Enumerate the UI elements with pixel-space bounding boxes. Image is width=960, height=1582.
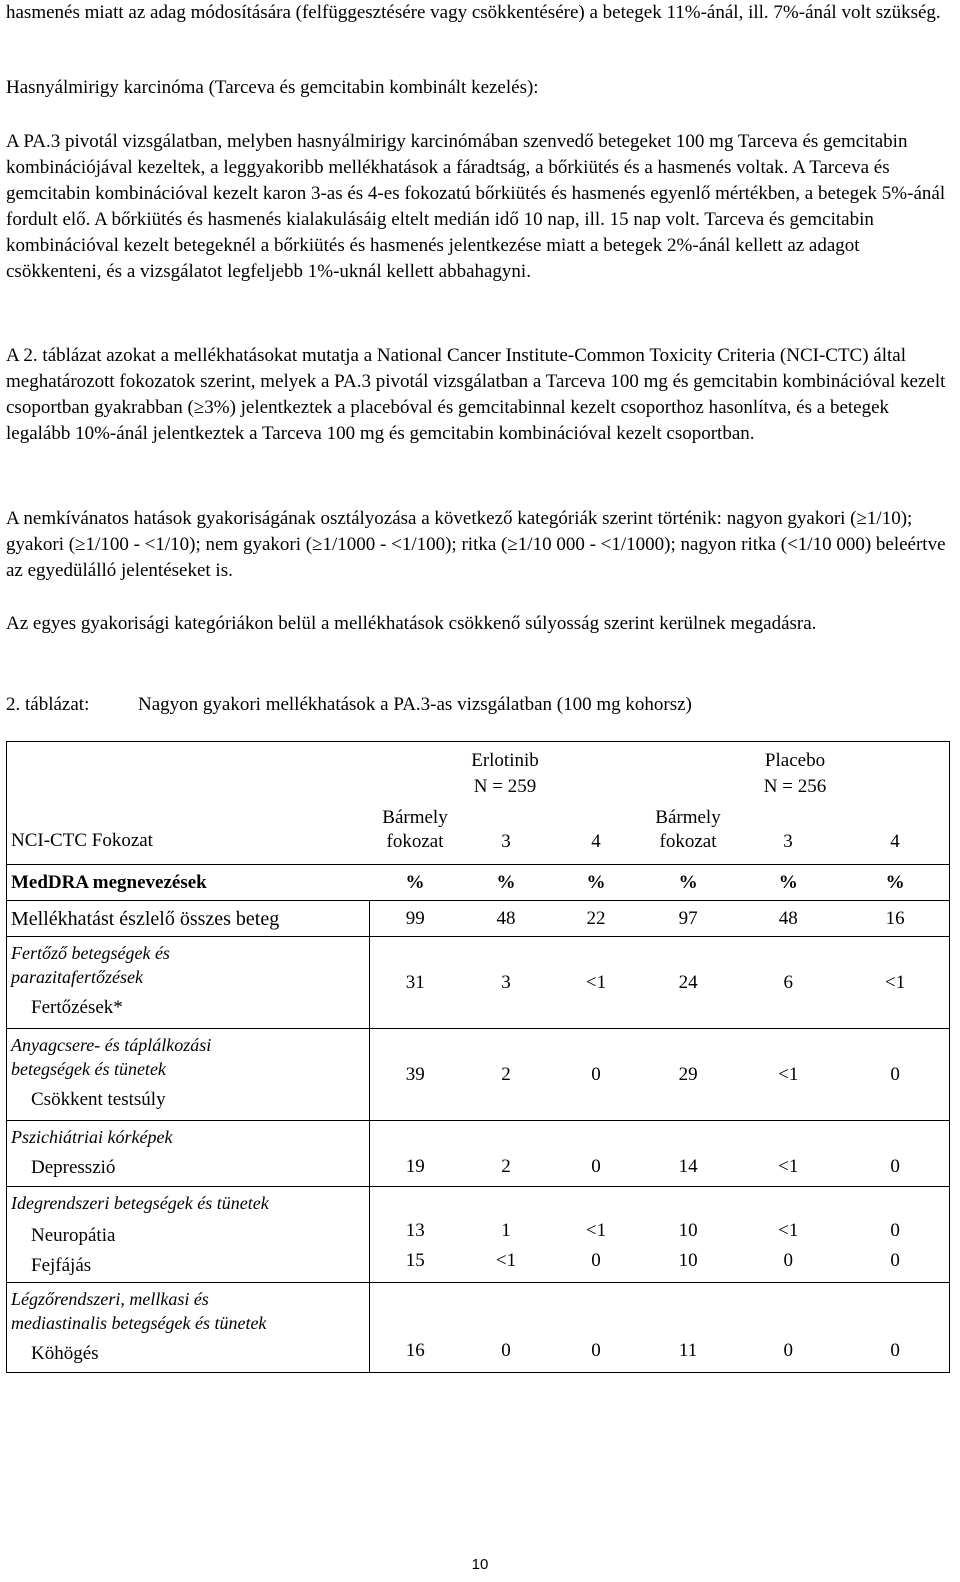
soc-cell	[7, 1121, 370, 1187]
paragraph-continuation: hasmenés miatt az adag módosítására (felfüggesztésére vagy csökkentésére) a betegek 11%-ánál, ill. 7%-ánál volt szükség.	[6, 2, 941, 23]
term-name: Depresszió	[31, 1157, 116, 1178]
value-cell: <1	[735, 1029, 841, 1121]
paragraph-table2-intro: A 2. táblázat azokat a mellékhatásokat mutatja a National Cancer Institute-Common Toxicity Criteria (NCI-CTC) által meghatározott fokozatok szerint, melyek a PA.3 pivotál vizsgálatban a Tarceva 100 mg és gemcitabin kombinációval kezelt csoportban gyakrabban (≥3%) jelentkeztek a placebóval és gemcitabinnal kezelt csoporthoz hasonlítva, és a betegek legalább 10%-ánál jelentkeztek a Tarceva 100 mg és gemcitabin kombinációval kezelt csoportban.	[6, 345, 946, 444]
value-cell: 24	[641, 937, 735, 1029]
value-cell: 48	[735, 901, 841, 937]
table-caption-title: Nagyon gyakori mellékhatások a PA.3-as vizsgálatban (100 mg kohorsz)	[138, 694, 692, 715]
term-name: Fejfájás	[31, 1255, 92, 1276]
value-cell: 14	[641, 1121, 735, 1187]
placebo-grade-3: 3	[783, 831, 793, 852]
paragraph-frequency: A nemkívánatos hatások gyakoriságának osztályozása a következő kategóriák szerint történik: nagyon gyakori (≥1/10); gyakori (≥1/100 - <1/10); nem gyakori (≥1/1000 - <1/100); ritka (≥1/10 000 - <1/1000); nagyon ritka (<1/10 000) beleértve az egyedülálló jelentéseket is.	[6, 508, 946, 581]
table-caption	[6, 692, 950, 718]
soc-cell	[7, 1187, 370, 1283]
value-cell: <1	[551, 937, 641, 1029]
pct-header: %	[369, 865, 461, 901]
page-number: 10	[471, 1556, 489, 1573]
value-cell: 0	[551, 1029, 641, 1121]
section-heading: Hasnyálmirigy karcinóma (Tarceva és gemcitabin kombinált kezelés):	[6, 77, 539, 98]
paragraph-pa3: A PA.3 pivotál vizsgálatban, melyben hasnyálmirigy karcinómában szenvedő betegeket 100 mg Tarceva és gemcitabin kombinációjával kezeltek, a leggyakoribb mellékhatások a fáradtság, a bőrkiütés és a hasmenés voltak. A Tarceva és gemcitabin kombinációval kezelt karon 3-as és 4-es fokozatú bőrkiütés és hasmenés egyenlő mértékben, a betegek 5%-ánál fordult elő. A bőrkiütés és hasmenés kialakulásáig eltelt medián idő 10 nap, ill. 15 nap volt. Tarceva és gemcitabin kombinációval kezelt betegeknél a bőrkiütés és hasmenés jelentkezése miatt a betegek 2%-ánál kellett az adagot csökkenteni, és a vizsgálatot legfeljebb 1%-uknál kellett abbahagyni.	[6, 131, 946, 282]
value-cell: 10 10	[641, 1187, 735, 1283]
value-cell: 0	[461, 1283, 551, 1373]
soc-cell	[7, 1283, 370, 1373]
value-cell: <1	[735, 1121, 841, 1187]
value-cell: 1 <1	[461, 1187, 551, 1283]
value-cell: 48	[461, 901, 551, 937]
value-cell: 2	[461, 1121, 551, 1187]
table-row	[7, 1029, 950, 1121]
soc-name: Anyagcsere- és táplálkozási	[11, 1035, 212, 1055]
erlotinib-grade-4: 4	[591, 831, 601, 852]
placebo-grade-4: 4	[890, 831, 900, 852]
value-cell: 0	[841, 1029, 949, 1121]
value-cell: 97	[641, 901, 735, 937]
soc-name: Idegrendszeri betegségek és tünetek	[11, 1193, 269, 1213]
value-cell: 16	[369, 1283, 461, 1373]
placebo-name: Placebo	[764, 750, 826, 771]
value-cell: 0	[551, 1121, 641, 1187]
all-patients-label: Mellékhatást észlelő összes beteg	[7, 901, 370, 937]
table-row	[7, 1121, 950, 1187]
value-cell: 6	[735, 937, 841, 1029]
value-cell: 0	[551, 1283, 641, 1373]
erlotinib-any-grade-1: Bármely	[382, 807, 448, 828]
table-row	[7, 1283, 950, 1373]
pct-header: %	[735, 865, 841, 901]
erlotinib-grade-3: 3	[501, 831, 511, 852]
soc-name: Légzőrendszeri, mellkasi és	[11, 1289, 209, 1309]
value-cell: 3	[461, 937, 551, 1029]
pct-header: %	[551, 865, 641, 901]
value-cell: 0 0	[841, 1187, 949, 1283]
term-name: Neuropátia	[31, 1225, 116, 1246]
soc-name: mediastinalis betegségek és tünetek	[11, 1313, 267, 1333]
value-cell: 0	[841, 1121, 949, 1187]
term-name: Fertőzések*	[31, 997, 123, 1018]
erlotinib-n: N = 259	[473, 776, 537, 797]
placebo-any-grade-1: Bármely	[655, 807, 721, 828]
value-cell: 13 15	[369, 1187, 461, 1283]
all-patients-row	[7, 901, 950, 937]
term-name: Köhögés	[31, 1343, 99, 1364]
pct-header: %	[641, 865, 735, 901]
table-row	[7, 937, 950, 1029]
value-cell: 0	[735, 1283, 841, 1373]
table-row	[7, 1187, 950, 1283]
value-cell: 31	[369, 937, 461, 1029]
soc-name: betegségek és tünetek	[11, 1059, 166, 1079]
table-caption-number: 2. táblázat:	[6, 694, 90, 715]
paragraph-order: Az egyes gyakorisági kategóriákon belül a mellékhatások csökkenő súlyosság szerint kerülnek megadásra.	[6, 613, 817, 634]
value-cell: 2	[461, 1029, 551, 1121]
value-cell: <1	[841, 937, 949, 1029]
value-cell: <1 0	[551, 1187, 641, 1283]
erlotinib-name: Erlotinib	[471, 750, 539, 771]
grade-label: NCI-CTC Fokozat	[11, 830, 153, 851]
value-cell: 22	[551, 901, 641, 937]
soc-cell	[7, 1029, 370, 1121]
erlotinib-any-grade-2: fokozat	[386, 831, 444, 852]
placebo-n: N = 256	[763, 776, 827, 797]
value-cell: 39	[369, 1029, 461, 1121]
soc-cell	[7, 937, 370, 1029]
meddra-row	[7, 865, 950, 901]
adverse-events-table	[6, 741, 950, 1373]
value-cell: 0	[841, 1283, 949, 1373]
soc-name: Pszichiátriai kórképek	[11, 1127, 173, 1147]
value-cell: 19	[369, 1121, 461, 1187]
pct-header: %	[841, 865, 949, 901]
grade-label-cell	[7, 742, 370, 865]
erlotinib-header-cell	[369, 742, 641, 865]
value-cell: <1 0	[735, 1187, 841, 1283]
soc-name: Fertőző betegségek és	[11, 943, 170, 963]
placebo-any-grade-2: fokozat	[659, 831, 717, 852]
term-name: Csökkent testsúly	[31, 1089, 166, 1110]
value-cell: 16	[841, 901, 949, 937]
placebo-header-cell	[641, 742, 950, 865]
value-cell: 99	[369, 901, 461, 937]
meddra-label: MedDRA megnevezések	[7, 865, 370, 901]
value-cell: 11	[641, 1283, 735, 1373]
value-cell: 29	[641, 1029, 735, 1121]
pct-header: %	[461, 865, 551, 901]
table-header-row	[7, 742, 950, 865]
soc-name: parazitafertőzések	[11, 967, 143, 987]
